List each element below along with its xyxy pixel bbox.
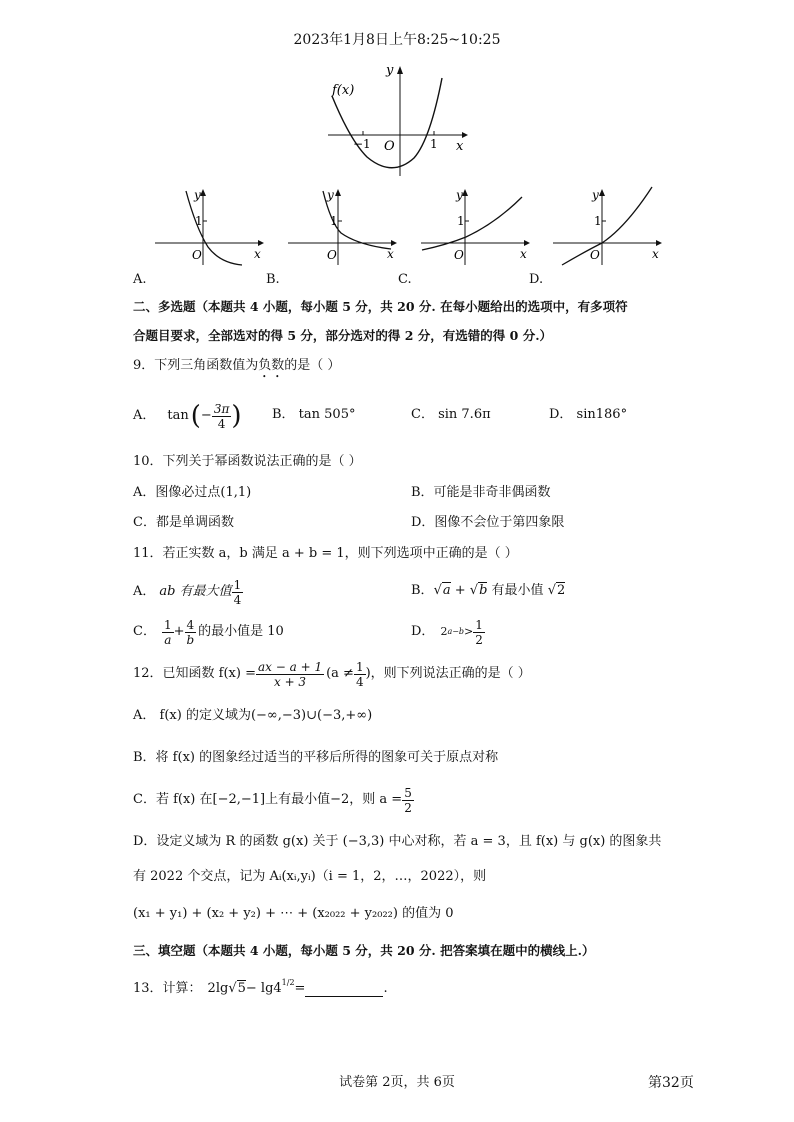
q9-option-c: C． sin 7.6π	[411, 407, 491, 422]
y-label: y	[386, 63, 394, 78]
svg-text:x: x	[254, 247, 261, 261]
x-label: x	[456, 139, 464, 154]
option-graph-b	[283, 183, 403, 268]
page-header: 2023年1月8日上午8:25~10:25	[293, 32, 501, 48]
footer-page-number: 第32页	[648, 1075, 694, 1091]
q12-option-a: A． f(x) 的定义域为(−∞,−3)∪(−3,+∞)	[133, 708, 373, 723]
option-graph-a	[150, 183, 270, 268]
curve-c	[422, 197, 522, 250]
q10-stem: 10．下列关于幂函数说法正确的是（ ）	[133, 454, 362, 469]
q13: 13．计算： 2lg √ 5 − lg4 $^{1/2}$ = .	[133, 978, 388, 996]
svg-text:O: O	[327, 248, 337, 262]
x-axis-arrow	[462, 132, 468, 138]
q10-option-a: A．图像必过点(1,1)	[133, 485, 252, 500]
section2-title-line2: 合题目要求，全部选对的得 5 分，部分选对的得 2 分，有选错的得 0 分.）	[133, 328, 553, 343]
option-graph-label-c: C.	[398, 272, 412, 287]
q11-option-b: B．√a + √b 有最小值 √2	[411, 583, 566, 598]
q12-option-d-line3: (x₁ + y₁) + (x₂ + y₂) + ⋯ + (x₂₀₂₂ + y₂₀₂₂) 的值为 0	[133, 906, 454, 921]
svg-text:1: 1	[195, 214, 203, 228]
q9-stem: 9．下列三角函数值为负数的是（ ）	[133, 358, 341, 373]
svg-text:x: x	[652, 247, 659, 261]
svg-text:1: 1	[457, 214, 465, 228]
q10-option-c: C．都是单调函数	[133, 515, 234, 530]
option-graph-label-d: D.	[529, 272, 544, 287]
svg-text:O: O	[192, 248, 202, 262]
q12-option-b: B．将 f(x) 的图象经过适当的平移后所得的图象可关于原点对称	[133, 750, 499, 765]
svg-text:O: O	[590, 248, 600, 262]
footer-page-info: 试卷第 2页，共 6页	[339, 1075, 455, 1090]
q11-option-d: D． 2 a−b > $\frac{1}{2}$	[411, 617, 483, 647]
q9-option-a: A． tan ( − $\frac{3\pi}{4}$ )	[133, 401, 242, 431]
q12-option-c: C．若 f(x) 在[−2,−1]上有最小值−2，则 a = $\frac{5}{2}$	[133, 785, 412, 815]
q9-option-b: B． tan 505°	[272, 407, 356, 422]
func-label: f(x)	[332, 83, 355, 98]
svg-text:1: 1	[594, 214, 602, 228]
option-graph-d	[548, 183, 668, 268]
svg-text:x: x	[387, 247, 394, 261]
svg-text:y: y	[327, 188, 334, 202]
svg-text:y: y	[592, 188, 599, 202]
option-graph-label-a: A.	[133, 272, 147, 287]
tick-neg-one-label: −1	[353, 137, 371, 151]
q10-option-b: B．可能是非奇非偶函数	[411, 485, 551, 500]
svg-text:x: x	[520, 247, 527, 261]
option-graph-c	[416, 183, 536, 268]
svg-text:y: y	[194, 188, 201, 202]
q10-option-d: D．图像不会位于第四象限	[411, 515, 565, 530]
main-function-graph	[322, 60, 472, 180]
y-axis-arrow	[397, 66, 403, 74]
q11-option-c: C． $\frac{1}{a}$ + $\frac{4}{b}$ 的最小值是 10	[133, 617, 284, 647]
q11-stem: 11．若正实数 a，b 满足 a + b = 1，则下列选项中正确的是（ ）	[133, 546, 518, 561]
svg-text:1: 1	[330, 214, 338, 228]
curve-d	[562, 187, 652, 265]
tick-one-label: 1	[430, 137, 438, 151]
q12-option-d-line2: 有 2022 个交点，记为 Aᵢ(xᵢ,yᵢ)（i = 1，2，…，2022），则	[133, 869, 487, 884]
q11-option-a: A． ab 有最大值 $\frac{1}{4}$	[133, 577, 242, 607]
origin-label: O	[384, 139, 395, 154]
svg-text:O: O	[454, 248, 464, 262]
svg-text:y: y	[456, 188, 463, 202]
q9-option-d: D． sin186°	[549, 407, 628, 422]
section3-title: 三、填空题（本题共 4 小题，每小题 5 分，共 20 分. 把答案填在题中的横线上.）	[133, 943, 595, 958]
q13-answer-blank[interactable]	[305, 984, 383, 997]
q12-option-d-line1: D．设定义域为 R 的函数 g(x) 关于 (−3,3) 中心对称，若 a = 3，且 f(x) 与 g(x) 的图象共	[133, 834, 662, 849]
option-graph-label-b: B.	[266, 272, 280, 287]
q12-stem: 12．已知函数 f(x) = $\frac{ax - a + 1}{x + 3}$ (a ≠ $\frac{1}{4}$ ) ，则下列说法正确的是（ ）	[133, 659, 531, 689]
section2-title-line1: 二、多选题（本题共 4 小题，每小题 5 分，共 20 分. 在每小题给出的选项中，有多项符	[133, 299, 628, 314]
